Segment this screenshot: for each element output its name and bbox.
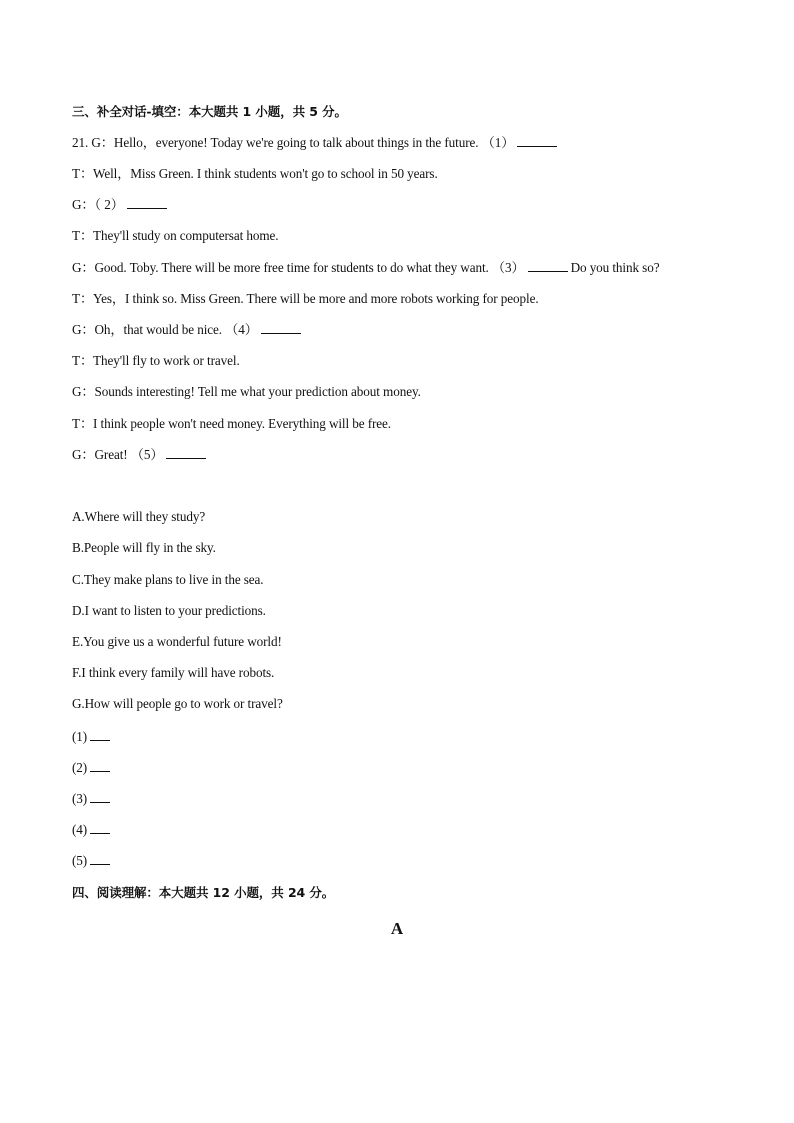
answer-line-1: (1) — [72, 728, 113, 746]
answer-line-3: (3) — [72, 790, 113, 808]
option-g: G.How will people go to work or travel? — [72, 696, 283, 711]
answer-blank-4[interactable] — [261, 322, 301, 334]
answer-slot-1[interactable] — [90, 729, 110, 741]
dialogue-line-7: G：Oh，that would be nice. （4） — [72, 321, 304, 339]
answer-blank-5[interactable] — [166, 447, 206, 459]
answer-slot-4[interactable] — [90, 822, 110, 834]
option-d: D.I want to listen to your predictions. — [72, 603, 266, 618]
passage-letter: A — [390, 919, 404, 938]
answer-line-2: (2) — [72, 759, 113, 777]
dialogue-line-11: G：Great! （5） — [72, 446, 209, 464]
dialogue-line-9: G：Sounds interesting! Tell me what your prediction about money. — [72, 384, 421, 399]
dialogue-line-8: T：They'll fly to work or travel. — [72, 353, 240, 368]
option-b: B.People will fly in the sky. — [72, 540, 216, 555]
answer-line-4: (4) — [72, 821, 113, 839]
answer-slot-3[interactable] — [90, 791, 110, 803]
answer-line-5: (5) — [72, 852, 113, 870]
answer-blank-3[interactable] — [528, 260, 568, 272]
answer-slot-2[interactable] — [90, 760, 110, 772]
section-4-heading: 四、阅读理解：本大题共 12 小题，共 24 分。 — [72, 885, 335, 900]
answer-slot-5[interactable] — [90, 853, 110, 865]
dialogue-line-10: T：I think people won't need money. Everything will be free. — [72, 416, 391, 431]
dialogue-line-2: T：Well，Miss Green. I think students won't go to school in 50 years. — [72, 166, 438, 181]
dialogue-line-3: G：（ 2） — [72, 196, 170, 214]
section-3-heading: 三、补全对话-填空：本大题共 1 小题，共 5 分。 — [72, 104, 347, 119]
option-c: C.They make plans to live in the sea. — [72, 572, 264, 587]
option-e: E.You give us a wonderful future world! — [72, 634, 282, 649]
answer-blank-2[interactable] — [127, 197, 167, 209]
option-f: F.I think every family will have robots. — [72, 665, 275, 680]
answer-blank-1[interactable] — [517, 135, 557, 147]
dialogue-line-4: T：They'll study on computersat home. — [72, 228, 279, 243]
dialogue-line-5: G：Good. Toby. There will be more free time for students to do what they want. （3） Do you think so? — [72, 260, 660, 275]
dialogue-line-6: T：Yes，I think so. Miss Green. There will be more and more robots working for people. — [72, 291, 539, 306]
option-a: A.Where will they study? — [72, 509, 206, 524]
dialogue-line-1: 21. G：Hello，everyone! Today we're going to talk about things in the future. （1） — [72, 134, 560, 152]
